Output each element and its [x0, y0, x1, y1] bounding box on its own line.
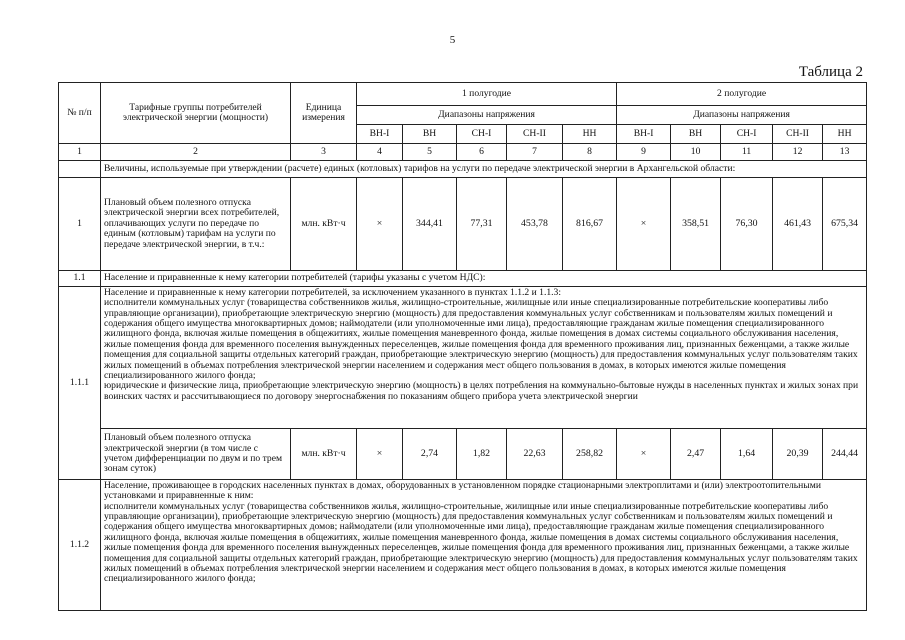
level-nn-h1: НН	[563, 125, 617, 144]
col-number: 13	[823, 144, 867, 161]
row-1-1-1-value: 2,47	[671, 429, 721, 480]
level-sn1-h2: СН-I	[721, 125, 773, 144]
row-1-value: 816,67	[563, 178, 617, 271]
header-ranges-2: Диапазоны напряжения	[617, 106, 867, 125]
row-1-value: ×	[617, 178, 671, 271]
band-spacer	[59, 161, 101, 178]
row-1-1-1-value: 258,82	[563, 429, 617, 480]
row-1-1-1-value: 1,82	[457, 429, 507, 480]
row-1-1-1-description	[101, 287, 867, 429]
col-number: 9	[617, 144, 671, 161]
band-text: Величины, используемые при утверждении (расчете) единых (котловых) тарифов на услуги по передаче электрической энергии в Архангельской области:	[101, 161, 867, 178]
row-1-value: 344,41	[403, 178, 457, 271]
row-1-name: Плановый объем полезного отпуска электрической энергии всех потребителей, оплачивающих услуги по передаче по единым (котловым) тарифам на услуги по передаче электрической энергии, в т.ч.:	[101, 178, 291, 271]
level-vn-h2: ВН	[671, 125, 721, 144]
row-1-1-1-no: 1.1.1	[59, 287, 101, 480]
row-1-1-1-paragraph: юридические и физические лица, приобретающие электрическую энергию (мощность) в целях потребления на коммунально-бытовые нужды в населенных пунктах и жилых зонах при воинских частях и рассчитывающиеся по договору энергоснабжения по показаниям общего прибора учета электрической энергии	[104, 380, 859, 402]
col-number: 7	[507, 144, 563, 161]
row-1-1-1-value: 1,64	[721, 429, 773, 480]
level-vn-h1: ВН	[403, 125, 457, 144]
row-1-1-1-sub-unit: млн. кВт·ч	[291, 429, 357, 480]
row-1-value: 461,43	[773, 178, 823, 271]
col-number: 11	[721, 144, 773, 161]
header-unit: Единица измерения	[291, 83, 357, 144]
header-group: Тарифные группы потребителей электрической энергии (мощности)	[101, 83, 291, 144]
row-1-value: 76,30	[721, 178, 773, 271]
row-1-1-1-value: 244,44	[823, 429, 867, 480]
page-number: 5	[449, 34, 456, 46]
level-vn1-h2: ВН-I	[617, 125, 671, 144]
row-1-1-1-paragraph: исполнители коммунальных услуг (товарищества собственников жилья, жилищно-строительные, жилищные или иные специализированные потребительские кооперативы либо управляющие организации), приобретающие электрическую энергию (мощность) для предоставления коммунальных услуг собственникам и пользователям жилых помещений и содержания общего имущества многоквартирных домов; наймодатели (или уполномоченные ими лица), предоставляющие гражданам жилые помещения специализированного жилищного фонда, включая жилые помещения в общежитиях, жилые помещения маневренного фонда, жилые помещения в домах системы социального обслуживания населения, жилые помещения фонда для временного поселения вынужденных переселенцев, жилые помещения фонда для временного проживания лиц, признанных беженцами, а также жилые помещения для социальной защиты отдельных категорий граждан, приобретающие электрическую энергию (мощность) для предоставления коммунальных услуг пользователям таких жилых помещений в объемах потребления электрической энергии населением и содержания мест общего пользования в домах, в которых имеются жилые помещения специализированного жилого фонда;	[104, 297, 858, 381]
header-half-2: 2 полугодие	[617, 83, 867, 106]
row-1-1-2-paragraph: Население, проживающее в городских населенных пунктах в домах, оборудованных в установленном порядке стационарными электроплитами и (или) электроотопительными установками и приравненные к ним:	[104, 480, 821, 502]
row-1-1-1-paragraph: Население и приравненные к нему категории потребителей, за исключением указанного в пунктах 1.1.2 и 1.1.3:	[104, 287, 562, 298]
level-sn1-h1: СН-I	[457, 125, 507, 144]
level-sn2-h1: СН-II	[507, 125, 563, 144]
col-number: 4	[357, 144, 403, 161]
row-1-1-no: 1.1	[59, 271, 101, 287]
row-1-1-2-no: 1.1.2	[59, 480, 101, 611]
row-1-1-1-value: 22,63	[507, 429, 563, 480]
col-number: 10	[671, 144, 721, 161]
row-1-1-text: Население и приравненные к нему категории потребителей (тарифы указаны с учетом НДС):	[101, 271, 867, 287]
level-sn2-h2: СН-II	[773, 125, 823, 144]
row-1-1-1-value: 20,39	[773, 429, 823, 480]
col-number: 8	[563, 144, 617, 161]
row-1-value: 77,31	[457, 178, 507, 271]
col-number: 6	[457, 144, 507, 161]
row-1-value: 453,78	[507, 178, 563, 271]
col-number: 12	[773, 144, 823, 161]
level-vn1-h1: ВН-I	[357, 125, 403, 144]
row-1-no: 1	[59, 178, 101, 271]
row-1-1-1-value: ×	[617, 429, 671, 480]
row-1-value: 675,34	[823, 178, 867, 271]
row-1-1-2-paragraph: исполнители коммунальных услуг (товарищества собственников жилья, жилищно-строительные, жилищные или иные специализированные потребительские кооперативы либо управляющие организации), приобретающие электрическую энергию (мощность) для предоставления коммунальных услуг собственникам и пользователям жилых помещений и содержания общего имущества многоквартирных домов; наймодатели (или уполномоченные ими лица), предоставляющие гражданам жилые помещения специализированного жилищного фонда, включая жилые помещения в общежитиях, жилые помещения маневренного фонда, жилые помещения в домах системы социального обслуживания населения, жилые помещения фонда для временного поселения вынужденных переселенцев, жилые помещения фонда для временного проживания лиц, признанных беженцами, а также жилые помещения для социальной защиты отдельных категорий граждан, приобретающие электрическую энергию (мощность) для предоставления коммунальных услуг пользователям таких жилых помещений в объемах потребления электрической энергии населением и содержания мест общего пользования в домах, в которых имеются жилые помещения специализированного жилого фонда;	[104, 500, 858, 585]
row-1-unit: млн. кВт·ч	[291, 178, 357, 271]
col-number: 5	[403, 144, 457, 161]
col-number: 2	[101, 144, 291, 161]
row-1-1-1-sub-name: Плановый объем полезного отпуска электрической энергии (в том числе с учетом дифференциации по двум и по трем зонам суток)	[101, 429, 291, 480]
table-caption: Таблица 2	[798, 64, 863, 80]
row-1-value: 358,51	[671, 178, 721, 271]
row-1-value: ×	[357, 178, 403, 271]
tariff-table	[58, 82, 867, 611]
col-number: 3	[291, 144, 357, 161]
row-1-1-1-value: 2,74	[403, 429, 457, 480]
row-1-1-2-description	[101, 480, 867, 611]
level-nn-h2: НН	[823, 125, 867, 144]
col-number: 1	[59, 144, 101, 161]
header-ranges-1: Диапазоны напряжения	[357, 106, 617, 125]
row-1-1-1-value: ×	[357, 429, 403, 480]
header-half-1: 1 полугодие	[357, 83, 617, 106]
header-no: № п/п	[59, 83, 101, 144]
